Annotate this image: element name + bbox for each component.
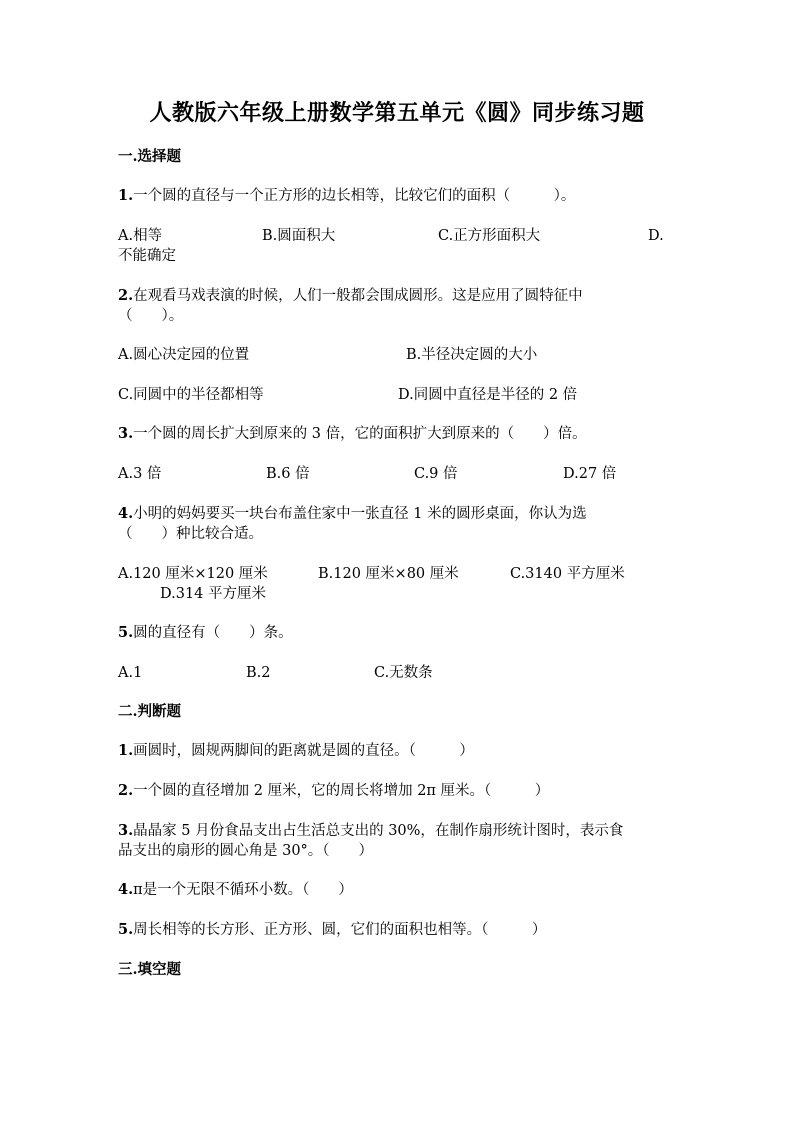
option-d: D.同圆中直径是半径的 2 倍 [398,387,578,403]
question-number: 2. [118,287,134,304]
question-text: 圆的直径有（ ）条。 [133,625,293,641]
option-a: A.相等 [118,228,163,244]
question-4-line-2: （ ）种比较合适。 [118,526,263,542]
option-b: B.圆面积大 [262,228,336,244]
option-a: A.圆心决定园的位置 [118,347,250,363]
question-text: 小明的妈妈要买一块台布盖住家中一张直径 1 米的圆形桌面，你认为选 [133,506,587,522]
section-heading-judge: 二.判断题 [118,703,182,720]
option-c: C.正方形面积大 [438,228,541,244]
judge-question-2 [118,781,549,801]
option-d: D. [648,228,664,244]
option-c: C.同圆中的半径都相等 [118,387,264,403]
question-number: 2. [118,782,134,799]
question-4-line-1 [118,504,587,524]
question-number: 3. [118,425,134,442]
option-d-text: 不能确定 [118,248,176,264]
judge-question-3-line-2: 品支出的扇形的圆心角是 30°。（ ） [118,843,374,859]
option-c: C.3140 平方厘米 [510,566,625,582]
question-number: 4. [118,881,134,898]
page-title: 人教版六年级上册数学第五单元《圆》同步练习题 [149,100,645,126]
question-3-line-1 [118,424,587,444]
judge-question-1 [118,741,474,761]
option-a: A.1 [118,665,143,681]
option-c: C.无数条 [374,665,433,681]
option-a: A.3 倍 [118,466,162,482]
question-5-line-1 [118,623,293,643]
question-text: 一个圆的直径增加 2 厘米，它的周长将增加 2π 厘米。（ ） [133,783,550,799]
judge-question-3-line-1 [118,821,623,841]
question-text: π是一个无限不循环小数。（ ） [133,882,353,898]
question-1-line-1 [118,186,575,206]
question-number: 1. [118,187,134,204]
option-c: C.9 倍 [414,466,458,482]
option-d: D.27 倍 [563,466,617,482]
judge-question-5 [118,920,546,940]
question-text: 画圆时，圆规两脚间的距离就是圆的直径。（ ） [133,743,474,759]
option-b: B.6 倍 [266,466,310,482]
question-text: 在观看马戏表演的时候，人们一般都会围成圆形。这是应用了圆特征中 [133,288,583,304]
section-heading-choice: 一.选择题 [118,148,182,165]
question-number: 3. [118,822,134,839]
question-number: 1. [118,742,134,759]
option-b: B.半径决定圆的大小 [406,347,538,363]
question-2-line-1 [118,286,583,306]
section-heading-fill: 三.填空题 [118,961,182,978]
question-number: 5. [118,921,134,938]
judge-question-4 [118,880,353,900]
question-number: 4. [118,505,134,522]
question-2-line-2: （ ）。 [118,308,184,324]
question-text: 周长相等的长方形、正方形、圆，它们的面积也相等。（ ） [133,922,547,938]
option-d: D.314 平方厘米 [160,586,267,602]
option-b: B.2 [246,665,271,681]
question-text: 晶晶家 5 月份食品支出占生活总支出的 30%，在制作扇形统计图时，表示食 [133,823,624,839]
question-text: 一个圆的周长扩大到原来的 3 倍，它的面积扩大到原来的（ ）倍。 [133,426,587,442]
option-a: A.120 厘米×120 厘米 [118,566,268,582]
question-number: 5. [118,624,134,641]
option-b: B.120 厘米×80 厘米 [318,566,459,582]
question-text: 一个圆的直径与一个正方形的边长相等，比较它们的面积（ ）。 [133,188,576,204]
